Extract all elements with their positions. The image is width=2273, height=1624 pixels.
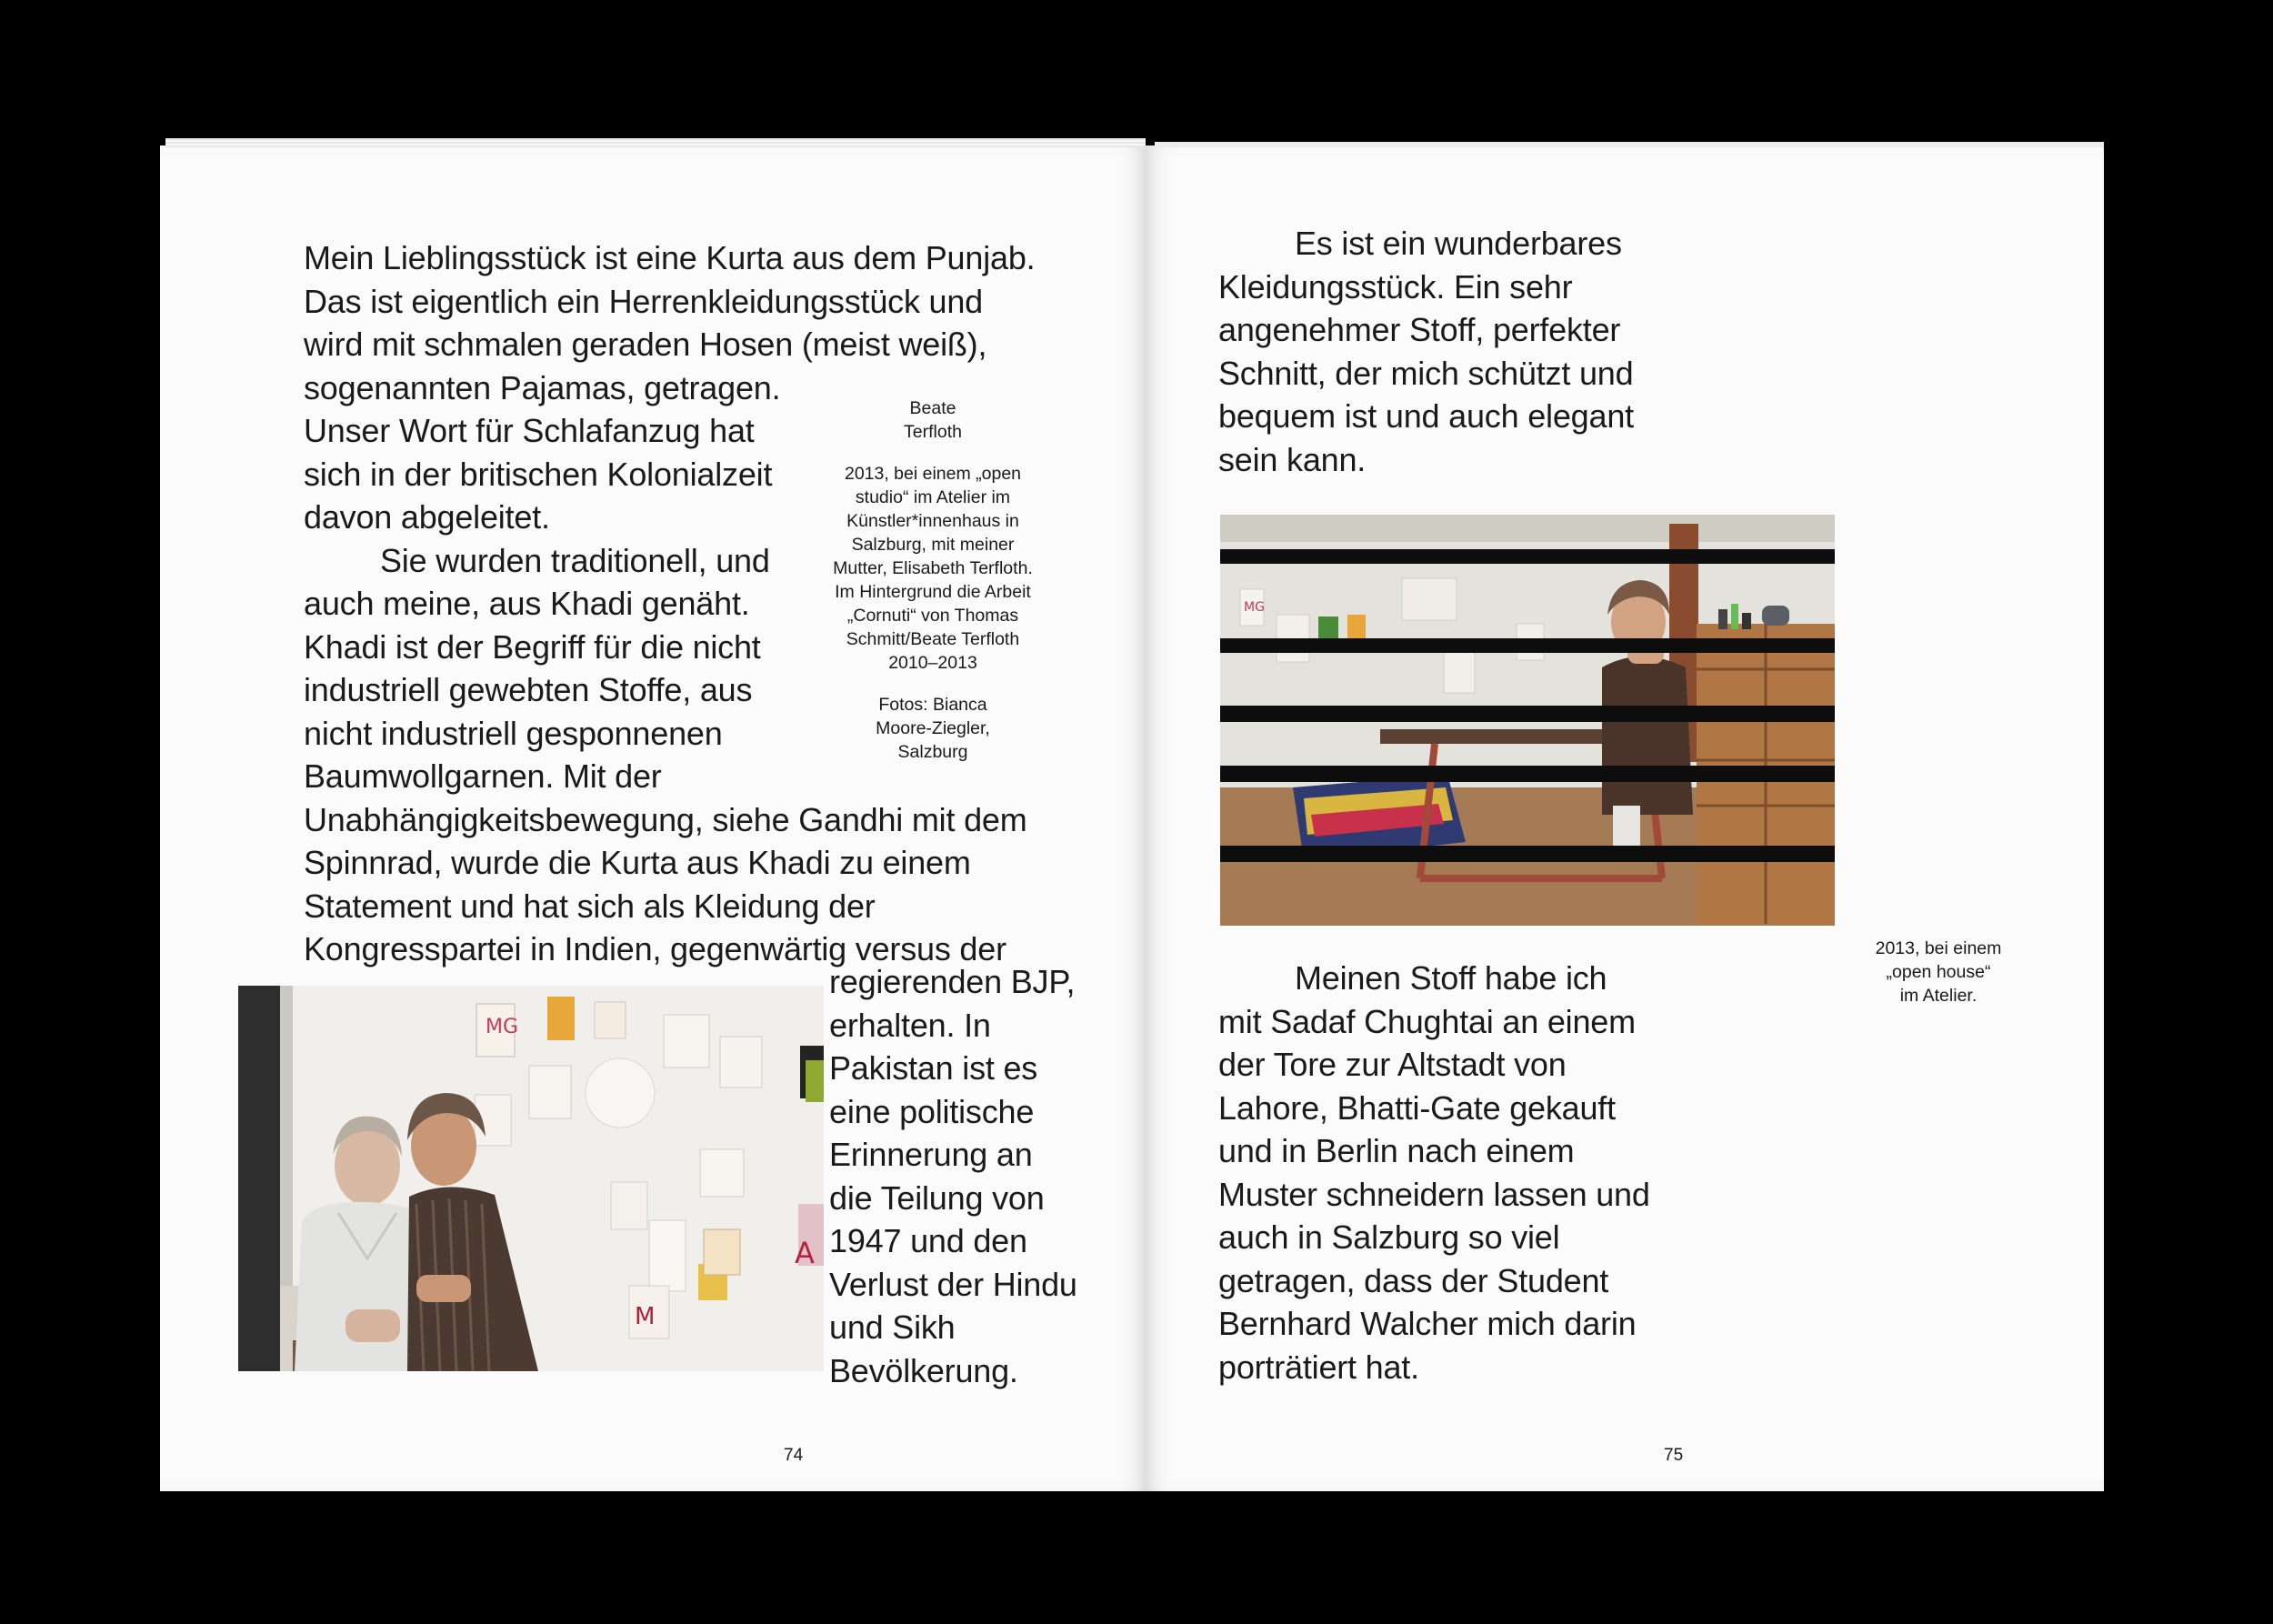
text-line: regierenden BJP, (829, 963, 1076, 1000)
text-line: davon abgeleitet. (304, 498, 550, 536)
text-line: auch meine, aus Khadi genäht. (304, 585, 750, 622)
right-body-text-top (1218, 222, 1634, 481)
right-page (1146, 145, 2104, 1491)
text-line: Das ist eigentlich ein Herrenkleidungsstück und (304, 282, 984, 320)
text-line: Statement und hat sich als Kleidung der (304, 887, 876, 925)
text-line: wird mit schmalen geraden Hosen (meist weiß), (304, 326, 987, 363)
caption-line: Fotos: Bianca (878, 695, 987, 715)
text-line: erhalten. In (829, 1006, 991, 1044)
svg-text:M: M (635, 1303, 656, 1330)
caption-line: „Cornuti“ von Thomas (846, 606, 1019, 626)
text-line: Muster schneidern lassen und (1218, 1175, 1650, 1213)
text-line: Verlust der Hindu (829, 1265, 1077, 1303)
text-line: Pakistan ist es (829, 1049, 1038, 1087)
text-line: Sie wurden traditionell, und (380, 541, 770, 579)
text-line: auch in Salzburg so viel (1218, 1218, 1560, 1256)
caption-line: Moore-Ziegler, (876, 718, 990, 738)
caption-line: 2010–2013 (888, 653, 977, 673)
caption-line: Salzburg (897, 742, 968, 762)
caption-line: Terfloth (904, 422, 962, 442)
svg-text:MG: MG (486, 1016, 519, 1038)
text-line: eine politische (829, 1092, 1035, 1130)
text-line: mit Sadaf Chughtai an einem (1218, 1002, 1636, 1040)
text-line: Erinnerung an (829, 1136, 1033, 1173)
page-number: 75 (1664, 1446, 1684, 1465)
photo-two-women-atelier (238, 986, 824, 1371)
text-line: der Tore zur Altstadt von (1218, 1046, 1567, 1083)
caption-line: „open house“ (1886, 962, 1991, 982)
page-number: 74 (784, 1446, 804, 1465)
text-line: industriell gewebten Stoffe, aus (304, 671, 753, 708)
text-line: getragen, dass der Student (1218, 1261, 1609, 1299)
caption-line: Salzburg, mit meiner (851, 535, 1015, 555)
caption-line: Beate (909, 398, 956, 418)
caption-line: Im Hintergrund die Arbeit (835, 582, 1031, 602)
photo-open-house-atelier (1220, 515, 1835, 926)
left-body-text-side (829, 960, 1077, 1392)
text-line: sein kann. (1218, 440, 1367, 478)
text-line: porträtiert hat. (1218, 1348, 1419, 1386)
caption-line: Mutter, Elisabeth Terfloth. (833, 558, 1033, 578)
text-line: und in Berlin nach einem (1218, 1132, 1575, 1169)
caption-line: Künstler*innenhaus in (846, 511, 1019, 531)
text-line: Spinnrad, wurde die Kurta aus Khadi zu einem (304, 844, 971, 881)
text-line: Kleidungsstück. Ein sehr (1218, 267, 1573, 306)
text-line: Unabhängigkeitsbewegung, siehe Gandhi mit dem (304, 800, 1027, 838)
text-line: Es ist ein wunderbares (1295, 225, 1622, 262)
caption-line: im Atelier. (1899, 986, 1978, 1006)
caption-line: Schmitt/Beate Terfloth (846, 629, 1020, 649)
photo-illustration (1220, 515, 1835, 926)
svg-text:MG: MG (1244, 600, 1265, 615)
photo-illustration (238, 986, 824, 1371)
book-spread (160, 145, 2104, 1491)
text-line: nicht industriell gesponnenen (304, 714, 723, 752)
left-photo-caption (833, 396, 1033, 764)
text-line: Meinen Stoff habe ich (1295, 959, 1607, 997)
text-line: Mein Lieblingsstück ist eine Kurta aus dem Punjab. (304, 239, 1036, 276)
text-line: die Teilung von (829, 1178, 1045, 1217)
text-line: Baumwollgarnen. Mit der (304, 757, 662, 795)
text-line: sogenannten Pajamas, getragen. (304, 368, 781, 406)
text-line: Lahore, Bhatti-Gate gekauft (1218, 1088, 1616, 1127)
right-photo-caption (1857, 937, 2020, 1007)
text-line: Bevölkerung. (829, 1351, 1018, 1389)
text-line: Unser Wort für Schlafanzug hat (304, 412, 755, 449)
text-line: sich in der britischen Kolonialzeit (304, 455, 773, 493)
svg-text:A: A (795, 1236, 815, 1270)
caption-line: 2013, bei einem (1875, 938, 2002, 958)
right-body-text-bottom (1218, 957, 1650, 1388)
caption-line: studio“ im Atelier im (855, 487, 1011, 507)
text-line: Schnitt, der mich schützt und (1218, 354, 1634, 392)
text-line: angenehmer Stoff, perfekter (1218, 311, 1621, 348)
caption-line: 2013, bei einem „open (844, 464, 1022, 484)
text-line: und Sikh (829, 1308, 956, 1346)
text-line: Bernhard Walcher mich darin (1218, 1305, 1637, 1342)
left-page (160, 145, 1146, 1491)
text-line: Kongresspartei in Indien, gegenwärtig versus der (304, 930, 1006, 967)
text-line: Khadi ist der Begriff für die nicht (304, 627, 761, 666)
text-line: bequem ist und auch elegant (1218, 397, 1634, 435)
text-line: 1947 und den (829, 1222, 1027, 1259)
